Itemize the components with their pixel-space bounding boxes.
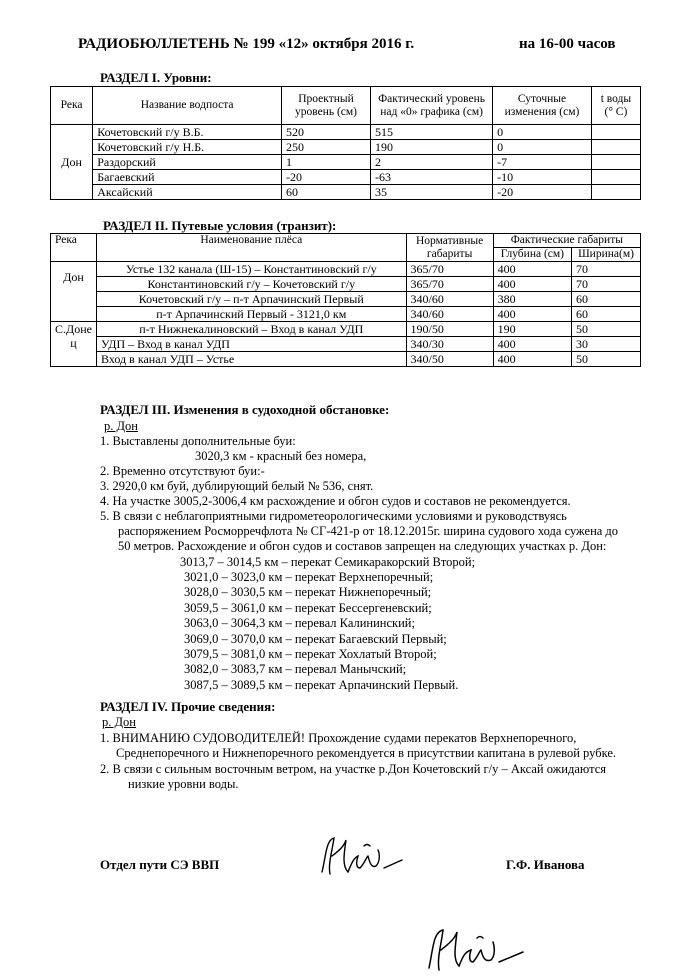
- river-name: Дон: [51, 125, 93, 200]
- project-level: -20: [282, 170, 371, 185]
- table-row: [51, 155, 641, 170]
- signature-1: [318, 832, 418, 882]
- table-row: [51, 262, 641, 277]
- department-name: Отдел пути СЭ ВВП: [100, 857, 220, 872]
- table-row: [51, 140, 641, 155]
- river-name: С.Донец: [51, 322, 97, 367]
- norm-size: 340/30: [406, 337, 493, 352]
- width: 70: [572, 277, 641, 292]
- depth: 400: [493, 277, 571, 292]
- levels-table: [50, 86, 641, 200]
- table-row: [51, 292, 641, 307]
- restricted-section-item: 3028,0 – 3030,5 км – перекат Нижнепоречный;: [184, 585, 432, 599]
- section3-item3: 3. 2920,0 км буй, дублирующий белый № 536, снят.: [100, 479, 374, 493]
- restricted-section-item: 3087,5 – 3089,5 км – перекат Арпачинский Первый.: [184, 678, 459, 692]
- depth: 400: [493, 337, 571, 352]
- section4-item2a: 2. В связи с сильным восточным ветром, на участке р.Дон Кочетовский г/у – Аксай ожидаются: [100, 762, 606, 776]
- table-row: [51, 125, 641, 140]
- col-norm-size: Нормативные габариты: [406, 234, 493, 262]
- actual-level: 2: [371, 155, 493, 170]
- section3-item2: 2. Временно отсутствуют буи:-: [100, 464, 265, 478]
- post-name: Аксайский: [93, 185, 282, 200]
- post-name: Кочетовский г/у В.Б.: [93, 125, 282, 140]
- width: 30: [572, 337, 641, 352]
- section4-item1a: 1. ВНИМАНИЮ СУДОВОДИТЕЛЕЙ! Прохождение судами перекатов Верхнепоречного,: [100, 731, 577, 745]
- col-actual-level: Фактический уровень над «0» графика (см): [371, 87, 493, 125]
- table-row: [51, 170, 641, 185]
- bulletin-title: РАДИОБЮЛЛЕТЕНЬ № 199 «12» октября 2016 г.: [78, 36, 415, 52]
- water-temp: [591, 170, 640, 185]
- reach-name: Константиновский г/у – Кочетовский г/у: [97, 277, 407, 292]
- section4-item2b: низкие уровни воды.: [128, 777, 239, 791]
- norm-size: 340/60: [406, 307, 493, 322]
- depth: 400: [493, 307, 571, 322]
- col-depth: Глубина (см): [493, 248, 571, 262]
- col-river: Река: [51, 234, 97, 262]
- daily-change: 0: [493, 125, 592, 140]
- section3-item5c: 50 метров. Расхождение и обгон судов и составов запрещен на следующих участках р. Дон:: [118, 539, 607, 553]
- width: 50: [572, 322, 641, 337]
- col-width: Ширина(м): [572, 248, 641, 262]
- norm-size: 340/60: [406, 292, 493, 307]
- restricted-section-item: 3059,5 – 3061,0 км – перекат Бессергеневский;: [184, 601, 432, 615]
- section4-title: РАЗДЕЛ IV. Прочие сведения:: [100, 699, 276, 714]
- daily-change: -20: [493, 185, 592, 200]
- actual-level: 515: [371, 125, 493, 140]
- post-name: Кочетовский г/у Н.Б.: [93, 140, 282, 155]
- depth: 380: [493, 292, 571, 307]
- bulletin-time: на 16-00 часов: [519, 36, 616, 52]
- table-row: [51, 185, 641, 200]
- table-row: [51, 352, 641, 367]
- project-level: 250: [282, 140, 371, 155]
- daily-change: 0: [493, 140, 592, 155]
- width: 60: [572, 292, 641, 307]
- water-temp: [591, 185, 640, 200]
- col-project-level: Проектный уровень (см): [282, 87, 371, 125]
- restricted-section-item: 3069,0 – 3070,0 км – перекат Багаевский Первый;: [184, 632, 447, 646]
- restricted-section-item: 3082,0 – 3083,7 км – перевал Манычский;: [184, 662, 407, 676]
- reach-name: Кочетовский г/у – п-т Арпачинский Первый: [97, 292, 407, 307]
- section1-title: РАЗДЕЛ I. Уровни:: [100, 70, 212, 85]
- project-level: 520: [282, 125, 371, 140]
- signer-name: Г.Ф. Иванова: [506, 857, 585, 872]
- depth: 400: [493, 352, 571, 367]
- actual-level: 190: [371, 140, 493, 155]
- post-name: Багаевский: [93, 170, 282, 185]
- restricted-section-item: 3063,0 – 3064,3 км – перевал Калининский;: [184, 616, 415, 630]
- reach-name: УДП – Вход в канал УДП: [97, 337, 407, 352]
- reach-name: Устье 132 канала (Ш-15) – Константиновский г/у: [97, 262, 407, 277]
- daily-change: -7: [493, 155, 592, 170]
- norm-size: 340/50: [406, 352, 493, 367]
- signature-2: [425, 922, 555, 977]
- reach-name: п-т Нижнекалиновский – Вход в канал УДП: [97, 322, 407, 337]
- water-temp: [591, 125, 640, 140]
- route-table: [50, 233, 641, 367]
- reach-name: Вход в канал УДП – Устье: [97, 352, 407, 367]
- restricted-section-item: 3021,0 – 3023,0 км – перекат Верхнепоречный;: [184, 570, 434, 584]
- water-temp: [591, 155, 640, 170]
- norm-size: 365/70: [406, 262, 493, 277]
- actual-level: -63: [371, 170, 493, 185]
- reach-name: п-т Арпачинский Первый - 3121,0 км: [97, 307, 407, 322]
- table-row: [51, 337, 641, 352]
- project-level: 60: [282, 185, 371, 200]
- norm-size: 365/70: [406, 277, 493, 292]
- col-water-temp: t воды (° C): [591, 87, 640, 125]
- col-daily-change: Суточные изменения (см): [493, 87, 592, 125]
- river-name: Дон: [51, 262, 97, 322]
- restricted-section-item: 3013,7 – 3014,5 км – перекат Семикаракорский Второй;: [180, 555, 476, 569]
- section4-river: р. Дон: [102, 715, 136, 729]
- width: 60: [572, 307, 641, 322]
- width: 70: [572, 262, 641, 277]
- table-row: [51, 307, 641, 322]
- water-temp: [591, 140, 640, 155]
- width: 50: [572, 352, 641, 367]
- col-reach: Наименование плёса: [97, 234, 407, 262]
- daily-change: -10: [493, 170, 592, 185]
- table-row: [51, 322, 641, 337]
- section3-river: р. Дон: [104, 419, 138, 433]
- table-row: [51, 277, 641, 292]
- section3-item5b: распоряжением Росморречфлота № СГ-421-р от 18.12.2015г. ширина судового хода сужена до: [118, 524, 619, 538]
- col-post-name: Название водпоста: [93, 87, 282, 125]
- norm-size: 190/50: [406, 322, 493, 337]
- restricted-section-item: 3079,5 – 3081,0 км – перекат Хохлатый Второй;: [184, 647, 437, 661]
- section3-item1a: 3020,3 км - красный без номера,: [195, 449, 367, 463]
- depth: 190: [493, 322, 571, 337]
- post-name: Раздорский: [93, 155, 282, 170]
- section3-item5a: 5. В связи с неблагоприятными гидрометеорологическими условиями и руководствуясь: [100, 509, 567, 523]
- section4-item1b: Среднепоречного и Нижнепоречного рекомендуется в присутствии капитана в рулевой рубке.: [116, 746, 617, 760]
- col-actual-size: Фактические габариты: [493, 234, 640, 248]
- depth: 400: [493, 262, 571, 277]
- project-level: 1: [282, 155, 371, 170]
- col-river: Река: [51, 87, 93, 125]
- section2-title: РАЗДЕЛ II. Путевые условия (транзит):: [103, 218, 337, 233]
- section3-title: РАЗДЕЛ III. Изменения в судоходной обстановке:: [100, 402, 390, 417]
- actual-level: 35: [371, 185, 493, 200]
- section3-item4: 4. На участке 3005,2-3006,4 км расхождение и обгон судов и составов не рекомендуется.: [100, 494, 571, 508]
- section3-item1: 1. Выставлены дополнительные буи:: [100, 434, 296, 448]
